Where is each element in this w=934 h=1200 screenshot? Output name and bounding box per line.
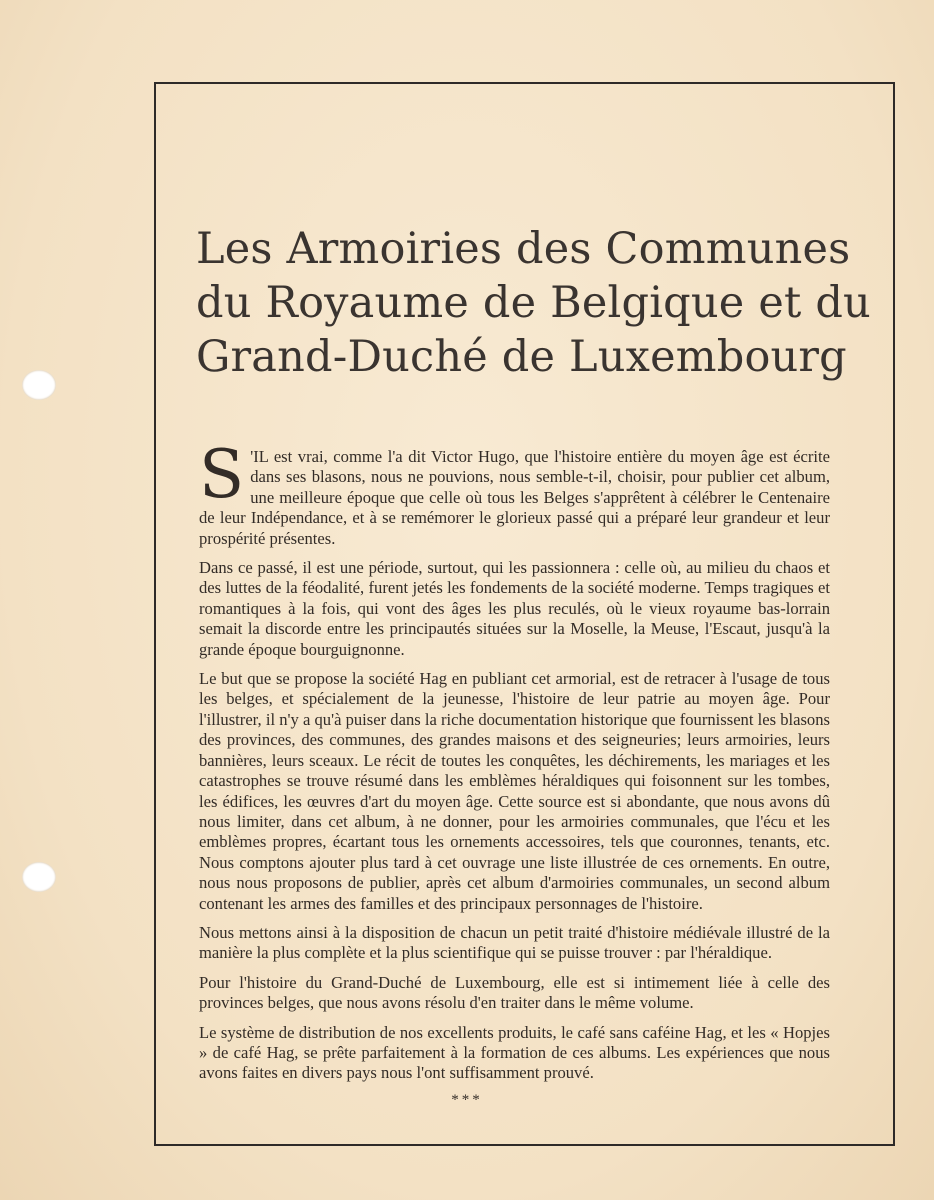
paragraph-intro	[199, 436, 830, 549]
punch-hole-bottom	[22, 862, 56, 892]
paragraph: Dans ce passé, il est une période, surtout, qui les passionnera : celle où, au milieu du chaos et des luttes de la féodalité, furent jetés les fondements de la société moderne. Temps tragiques et romantiques à la fois, qui vont des âges les plus reculés, où le vieux royaume bas-lorrain semait la discorde entre les principautés situées sur la Moselle, la Meuse, l'Escaut, jusqu'à la grande époque bourguignonne.	[199, 558, 830, 659]
page-title	[196, 222, 871, 384]
title-line: Grand-Duché de Luxembourg	[196, 332, 847, 382]
drop-cap: S	[199, 436, 245, 513]
paragraph: Nous mettons ainsi à la disposition de chacun un petit traité d'histoire médiévale illustré de la manière la plus complète et la plus scientifique qui se puisse trouver : par l'héraldique.	[199, 922, 830, 963]
paragraph: Le système de distribution de nos excellents produits, le café sans caféine Hag, et les « Hopjes » de café Hag, se prête parfaitement à la formation de ces albums. Les expériences que nous avons faites en divers pays nous l'ont suffisamment prouvé.	[199, 1022, 830, 1083]
ornament-asterisks: ***	[451, 1092, 483, 1108]
paragraph-text: 'IL est vrai, comme l'a dit Victor Hugo, que l'histoire entière du moyen âge est écrite dans ses blasons, nous ne pouvions, nous semble-t-il, choisir, pour publier cet album, une meilleure époque que celle où tous les Belges s'apprêtent à célébrer le Centenaire de leur Indépendance, et à se remémorer le glorieux passé qui a préparé leur grandeur et leur prospérité présentes.	[199, 447, 830, 548]
title-line: Les Armoiries des Communes	[196, 224, 851, 274]
punch-hole-top	[22, 370, 56, 400]
paragraph: Pour l'histoire du Grand-Duché de Luxembourg, elle est si intimement liée à celle des provinces belges, que nous avons résolu d'en traiter dans le même volume.	[199, 972, 830, 1013]
body-text	[199, 436, 830, 1093]
paragraph: Le but que se propose la société Hag en publiant cet armorial, est de retracer à l'usage de tous les belges, et spécialement de la jeunesse, l'histoire de leur patrie au moyen âge. Pour l'illustrer, il n'y a qu'à puiser dans la riche documentation historique que fournissent les blasons des provinces, des communes, des grandes maisons et des seigneuries; leurs armoiries, leurs bannières, leurs sceaux. Le récit de toutes les conquêtes, les déchirements, les mariages et les catastrophes se trouve résumé dans les emblèmes héraldiques qui foisonnent sur les tombes, les édifices, les œuvres d'art du moyen âge. Cette source est si abondante, que nous avons dû nous limiter, dans cet album, à ne donner, pour les armoiries communales, que l'écu et les emblèmes propres, écartant tous les ornements accessoires, tels que couronnes, tenants, etc. Nous comptons ajouter plus tard à cet ouvrage une liste illustrée de ces ornements. En outre, nous nous proposons de publier, après cet album d'armoiries communales, un second album contenant les armes des familles et des principaux personnages de l'histoire.	[199, 669, 830, 913]
title-line: du Royaume de Belgique et du	[196, 278, 871, 328]
